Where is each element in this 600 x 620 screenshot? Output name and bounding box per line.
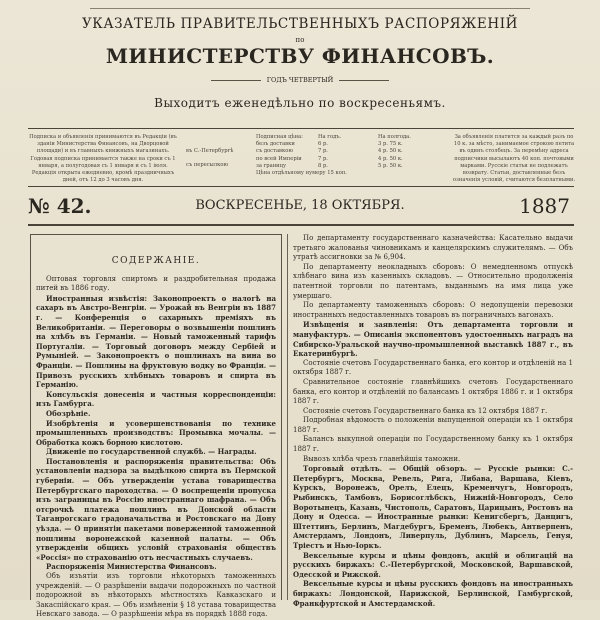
location-line: съ пересылкою: [186, 162, 228, 169]
year-label: ГОДЪ ЧЕТВЕРТЫЙ: [0, 76, 600, 84]
contents-entry: Оптовая торговля спиртомъ и раздробительная продажа питей въ 1886 году.: [36, 274, 276, 293]
frequency-line: Выходитъ еженедѣльно по воскресеньямъ.: [154, 96, 446, 110]
contents-entry: Сравнительное состояніе главнѣйшихъ счетовъ Государственнаго банка, его контор и отдѣленій по балансамъ 1 октября 1886 г. и 1 октября 1887 г.: [293, 377, 573, 406]
issue-number: № 42.: [28, 194, 92, 218]
contents-column-right: [293, 234, 573, 608]
advertising-info: За объявленія платится за каждый разъ по 10 к. за мѣсто, занимаемое строкою петита въ одинъ столбецъ. За перемѣну адреса подписчики высылаютъ 40 коп. почтовыми марками. Русскіе статьи не подлежатъ возврату. Статьи, доставленные безъ означенія условій, считаются безплатными.: [452, 134, 576, 184]
masthead-title-line1: УКАЗАТЕЛЬ ПРАВИТЕЛЬСТВЕННЫХЪ РАСПОРЯЖЕНІЙ: [81, 16, 519, 32]
contents-entry: Балансъ выкупной операціи по Государственному банку къ 1 октября 1887 г.: [293, 435, 573, 454]
contents-entry: Вексельные курсы и цѣны русскихъ фондовъ на иностранныхъ биржахъ: Лондонской, Парижской, Берлинской, Гамбургской, Франкфуртской и Амстердамской.: [293, 579, 573, 608]
subscription-locations: [186, 134, 248, 169]
location-line: въ С.-Петербургѣ: [186, 148, 234, 154]
contents-entry: Изобрѣтенія и усовершенствованія по технике промышленныхъ производствъ: Промывка мочалы. — Обработка кожъ борною кислотою.: [36, 418, 276, 447]
issue-date: ВОСКРЕСЕНЬЕ, 18 ОКТЯБРЯ.: [195, 198, 405, 213]
torn-top-strip: [90, 0, 530, 9]
divider: [28, 186, 574, 187]
contents-entry: По департаменту таможенныхъ сборовъ: О недопущеніи перевозки иностранныхъ недоставленныхъ товаровъ въ пограничныхъ вагонахъ.: [293, 301, 573, 319]
column-divider: [287, 234, 288, 600]
price-row: безъ доставки 6 р. 3 р. 75 к.: [256, 141, 403, 148]
contents-entry: Постановленія и распоряженія правительства: Объ установленіи надзора за выдѣлкою спирта въ Пермской губерніи. — Объ утвержденіи устава товарищества Петербургскаго пароходства. — О воспрещеніи пропуска изъ заграницы въ Россію иностраннаго шафрана. — Объ отсрочкѣ платежа пошлинъ въ Донской области Таганрогскаго градоначальства и Ростовскаго на Дону уѣзда. — О принятіи пакетами поверженной таможенной пошлины воронежской казенной палаты. — Объ утвержденіи общихъ условій страхованія обществъ «Россія» по страхованію отъ несчастныхъ случаевъ.: [36, 456, 276, 562]
divider: [28, 224, 574, 226]
price-row: по всей Имперіи 7 р. 4 р. 50 к.: [256, 155, 403, 162]
contents-entry: Состояніе счетовъ Государственнаго банка, его контор и отдѣленій на 1 октября 1887 г.: [293, 358, 573, 377]
contents-entry: По департаменту государственнаго казначейства: Касательно выдачи третьяго жалованья чиновникамъ и канцелярскимъ служителямъ. — Объ утратѣ ассигновки за № 6,904.: [293, 234, 573, 262]
price-row: съ доставкою 7 р. 4 р. 50 к.: [256, 148, 403, 155]
contents-entry: Движеніе по государственной службѣ. — Награды.: [46, 447, 257, 457]
issue-year: 1887: [519, 194, 570, 218]
contents-entry: По департаменту неокладныхъ сборовъ: О немедленномъ отпускѣ хлѣбнаго вина изъ казенныхъ складовъ. — Относительно продолженія патентной торговли по патентамъ, выданнымъ на имя лица уже умершаго.: [293, 262, 573, 300]
masthead-connector: по: [295, 36, 305, 44]
contents-heading: СОДЕРЖАНІЕ.: [111, 256, 201, 266]
divider: [28, 128, 574, 129]
price-row: за границу 8 р. 5 р. 50 к.: [256, 162, 403, 169]
contents-entry: Состояніе счетовъ Государственнаго банка къ 12 октября 1887 г.: [303, 406, 548, 415]
contents-entry: Консульскія донесенія и частныя корреспонденціи: изъ Гамбурга.: [36, 389, 276, 409]
contents-column: [30, 234, 282, 619]
subscription-info: Подписка и объявленія принимаются въ Редакціи (въ зданіи Министерства Финансовъ, на Дворцовой площади) и въ главныхъ книжныхъ магазинахъ. Годовая подписка принимается также на сроки съ 1 января, а полугодовая съ 1 января и съ 1 іюля. Редакція открыта ежедневно, кромѣ праздничныхъ дней, отъ 12 до 3 часовъ дня.: [29, 134, 177, 184]
price-header: Подписная цѣна: На годъ. На полгода.: [256, 134, 411, 140]
price-table: [256, 134, 446, 177]
contents-entry: Вексельные курсы и цѣны фондовъ, акцій и облигацій на русскихъ биржахъ: С.-Петербургской, Московской, Варшавской, Одесской и Рижской.: [293, 550, 573, 579]
contents-entry: Объ изъятіи изъ торговли нѣкоторыхъ таможенныхъ учрежденій. — О разрѣшеніи выдачи подорожныхъ по частной подорожной въ нѣкоторыхъ мѣстностяхъ Кавказскаго и Закаспійскаго края. — Объ измѣненіи § 18 устава товарищества Невскаго завода. — О разрѣшеніи мѣра въ порядкѣ 1888 года.: [36, 572, 276, 619]
contents-entry: Торговый отдѣлъ. — Общій обзоръ. — Русскіе рынки: С.-Петербургъ, Москва, Ревель, Рига, Либава, Варшава, Кіевъ, Курскъ, Воронежъ, Орелъ, Елецъ, Кременчугъ, Новгородъ, Рыбинскъ, Тамбовъ, Борисоглѣбскъ, Нижній-Новгородъ, Село Воротынецъ, Казань, Чистополь, Саратовъ, Царицынъ, Ростовъ на Дону и Одесса. — Иностранные рынки: Кенигсбергъ, Данцигъ, Штеттинъ, Берлинъ, Магдебургъ, Бременъ, Любекъ, Антверпенъ, Амстердамъ, Лондонъ, Ливерпуль, Дублинъ, Марсель, Генуя, Тріестъ и Нью-Іоркъ.: [293, 464, 573, 550]
masthead-title-line2: МИНИСТЕРСТВУ ФИНАНСОВЪ.: [105, 44, 495, 68]
contents-entry: Вывозъ хлѣба чрезъ главнѣйшія таможни.: [303, 454, 461, 463]
contents-entry: Обозрѣніе.: [46, 408, 91, 418]
contents-entry: Распоряженія Министерства Финансовъ.: [46, 562, 217, 572]
contents-entry: Иностранныя извѣстія: Законопроектъ о налогѣ на сахаръ въ Австро-Венгріи. — Урожай въ Венгріи въ 1887 г. — Конференція о сахарныхъ преміяхъ въ Великобританіи. — Переговоры о возвышеніи пошлинъ на хлѣбъ въ Германіи. — Новый таможенный тарифъ Португаліи. — Торговый договоръ между Сербіей и Румыніей. — Законопроектъ о пошлинахъ на вина во Франціи. — Пошлины на фруктовую водку во Франціи. — Привозъ русскихъ хлѣбныхъ товаровъ и спирта въ Германію.: [36, 293, 276, 390]
price-note: Цѣна отдѣльному нумеру 15 коп.: [256, 170, 347, 177]
contents-entry: Извѣщенія и заявленія: Отъ департамента торговли и мануфактуръ. — Описанія экспонентовъ удостоенныхъ наградъ на Сибирско-Уральской научно-промышленной выставкѣ 1887 г., въ Екатеринбургѣ.: [293, 320, 573, 359]
contents-entry: Подробная вѣдомость о положеніи выпущенной операціи къ 1 октября 1887 г.: [293, 416, 573, 434]
